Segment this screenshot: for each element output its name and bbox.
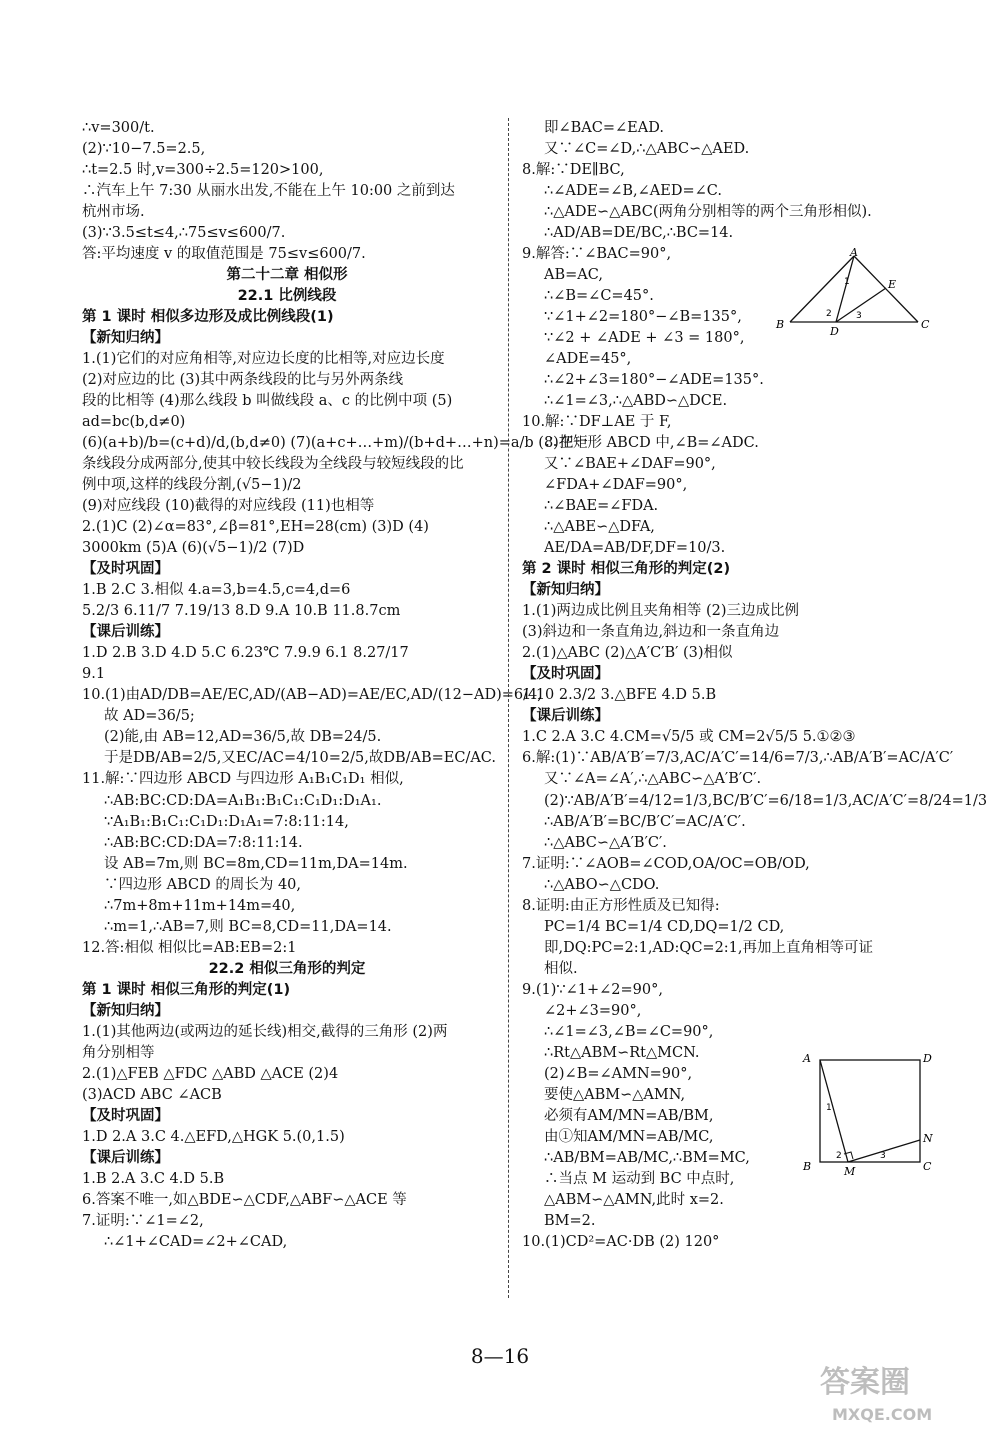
label-angle-1: 1 (826, 1103, 832, 1113)
text-line: ad=bc(b,d≠0) (82, 414, 186, 431)
text-line: (2)能,由 AB=12,AD=36/5,故 DB=24/5. (104, 729, 382, 746)
text-line: ∴△ABE∽△DFA, (544, 519, 655, 536)
text-line: 于是DB/AB=2/5,又EC/AC=4/10=2/5,故DB/AB=EC/AC. (104, 750, 496, 767)
text-line: 设 AB=7m,则 BC=8m,CD=11m,DA=14m. (104, 855, 408, 872)
text-line: ∵∠2 + ∠ADE + ∠3 = 180°, (544, 330, 745, 347)
section-tag: 【新知归纳】 (82, 1002, 169, 1019)
text-line: 6.解:(1)∵AB/A′B′=7/3,AC/A′C′=14/6=7/3,∴AB/A′B′=AC/A′C′ (522, 750, 954, 767)
text-line: ∵∠1+∠2=180°−∠B=135°, (544, 309, 742, 326)
section-tag: 【新知归纳】 (82, 330, 169, 347)
text-line: 杭州市场. (82, 204, 145, 221)
lesson-heading: 第 2 课时 相似三角形的判定(2) (522, 561, 731, 578)
watermark-main: 答案圈 (820, 1365, 910, 1400)
text-line: ∴t=2.5 时,v=300÷2.5=120>100, (82, 162, 324, 179)
text-line: ∴∠ADE=∠B,∠AED=∠C. (544, 183, 722, 200)
text-line: (2)对应边的比 (3)其中两条线段的比与另外两条线 (82, 372, 404, 389)
text-line: 条线段分成两部分,使其中较长线段为全线段与较短线段的比 (82, 456, 464, 473)
text-line: (3)∵3.5≤t≤4,∴75≤v≤600/7. (82, 225, 286, 242)
text-line: ∴m=1,∴AB=7,则 BC=8,CD=11,DA=14. (104, 918, 392, 935)
text-line: PC=1/4 BC=1/4 CD,DQ=1/2 CD, (544, 918, 785, 935)
section-title: 第二十二章 相似形 (226, 267, 348, 284)
text-line: ∴△ABO∽△CDO. (544, 876, 660, 893)
watermark-logo (802, 1350, 972, 1430)
section-title: 22.2 相似三角形的判定 (208, 960, 366, 977)
text-line: 2.(1)△FEB △FDC △ABD △ACE (2)4 (82, 1065, 339, 1082)
text-line: 9.1 (82, 666, 106, 683)
text-line: 8.解:∵DE∥BC, (522, 162, 625, 179)
text-line: BM=2. (544, 1212, 596, 1229)
text-line: 1.10 2.3/2 3.△BFE 4.D 5.B (522, 687, 717, 704)
text-line: ∴△ADE∽△ABC(两角分别相等的两个三角形相似). (544, 204, 872, 221)
text-line: AE/DA=AB/DF,DF=10/3. (544, 540, 726, 557)
text-line: 11.解:∵四边形 ABCD 与四边形 A₁B₁C₁D₁ 相似, (82, 771, 404, 788)
text-line: (2)∵10−7.5=2.5, (82, 141, 206, 158)
text-line: (2)∵AB/A′B′=4/12=1/3,BC/B′C′=6/18=1/3,AC/A′C′=8/24=1/3 (544, 792, 988, 809)
text-line: ∵A₁B₁:B₁C₁:C₁D₁:D₁A₁=7:8:11:14, (104, 813, 349, 830)
text-line: 7.证明:∵∠AOB=∠COD,OA/OC=OB/OD, (522, 855, 810, 872)
section-tag: 【及时巩固】 (82, 561, 169, 578)
text-line: ∴AB/A′B′=BC/B′C′=AC/A′C′. (544, 813, 746, 830)
label-N: N (923, 1132, 933, 1145)
text-line: 又∵∠BAE+∠DAF=90°, (544, 456, 716, 473)
label-M: M (844, 1165, 856, 1178)
lesson-heading: 第 1 课时 相似三角形的判定(1) (82, 981, 291, 998)
section-tag: 【新知归纳】 (522, 582, 609, 599)
square-figure (800, 1048, 940, 1178)
section-tag: 【课后训练】 (82, 624, 169, 641)
text-line: 1.B 2.C 3.相似 4.a=3,b=4.5,c=4,d=6 (82, 582, 351, 599)
text-line: ∴汽车上午 7:30 从丽水出发,不能在上午 10:00 之前到达 (82, 183, 455, 200)
text-line: 相似. (544, 960, 578, 977)
text-line: ∴∠1+∠CAD=∠2+∠CAD, (104, 1233, 288, 1250)
text-line: ∴∠2+∠3=180°−∠ADE=135°. (544, 372, 764, 389)
label-C: C (923, 1160, 932, 1173)
text-line: ∴∠1=∠3,∠B=∠C=90°, (544, 1023, 714, 1040)
text-line: 10.解:∵DF⊥AE 于 F, (522, 414, 672, 431)
label-angle-2: 2 (836, 1151, 842, 1161)
text-line: 8.证明:由正方形性质及已知得: (522, 897, 720, 914)
label-A: A (850, 246, 858, 259)
text-line: ∠2+∠3=90°, (544, 1002, 642, 1019)
label-D: D (830, 325, 839, 338)
label-E: E (888, 278, 897, 291)
text-line: 又∵∠A=∠A′,∴△ABC∽△A′B′C′. (544, 771, 762, 788)
text-line: 2.(1)△ABC (2)△A′C′B′ (3)相似 (522, 645, 733, 662)
text-line: 故 AD=36/5; (104, 708, 195, 725)
text-line: 1.(1)它们的对应角相等,对应边长度的比相等,对应边长度 (82, 351, 445, 368)
text-line: ∴v=300/t. (82, 120, 155, 136)
text-line: (3)斜边和一条直角边,斜边和一条直角边 (522, 624, 780, 641)
text-line: 10.(1)CD²=AC·DB (2) 120° (522, 1233, 720, 1250)
label-C: C (921, 318, 930, 331)
text-line: ∵四边形 ABCD 的周长为 40, (104, 876, 302, 893)
label-B: B (776, 318, 785, 331)
text-line: ∠ADE=45°, (544, 351, 632, 368)
text-line: 2.(1)C (2)∠α=83°,∠β=81°,EH=28(cm) (3)D (4) (82, 519, 429, 536)
text-line: 1.D 2.B 3.D 4.D 5.C 6.23℃ 7.9.9 6.1 8.27/17 (82, 645, 409, 662)
text-line: 1.C 2.A 3.C 4.CM=√5/5 或 CM=2√5/5 5.①②③ (522, 729, 856, 746)
section-tag: 【及时巩固】 (522, 666, 609, 683)
text-line: AB=AC, (544, 267, 603, 284)
triangle-figure (770, 248, 940, 338)
text-line: 要使△ABM∽△AMN, (544, 1086, 686, 1103)
text-line: (3)ACD ABC ∠ACB (82, 1086, 222, 1103)
text-line: 1.B 2.A 3.C 4.D 5.B (82, 1170, 225, 1187)
text-line: 9.(1)∵∠1+∠2=90°, (522, 981, 663, 998)
text-line: 又∵∠C=∠D,∴△ABC∽△AED. (544, 141, 750, 158)
label-A: A (803, 1052, 811, 1065)
label-angle-1: 1 (844, 277, 850, 287)
text-line: ∠FDA+∠DAF=90°, (544, 477, 688, 494)
text-line: ∴△ABC∽△A′B′C′. (544, 834, 667, 851)
text-line: ∴AB/BM=AB/MC,∴BM=MC, (544, 1149, 750, 1166)
column-divider (508, 118, 509, 1298)
text-line: 段的比相等 (4)那么线段 b 叫做线段 a、c 的比例中项 (5) (82, 393, 453, 410)
text-line: 3000km (5)A (6)(√5−1)/2 (7)D (82, 540, 305, 557)
text-line: ∴在矩形 ABCD 中,∠B=∠ADC. (544, 435, 759, 452)
text-line: 角分别相等 (82, 1044, 155, 1061)
text-line: ∴Rt△ABM∽Rt△MCN. (544, 1044, 700, 1061)
text-line: 例中项,这样的线段分割,(√5−1)/2 (82, 477, 302, 494)
text-line: 9.解答:∵∠BAC=90°, (522, 246, 672, 263)
text-line: ∴AB:BC:CD:DA=7:8:11:14. (104, 834, 303, 851)
text-line: 1.D 2.A 3.C 4.△EFD,△HGK 5.(0,1.5) (82, 1128, 345, 1145)
text-line: ∴∠B=∠C=45°. (544, 288, 654, 305)
section-tag: 【课后训练】 (522, 708, 609, 725)
text-line: 即∠BAC=∠EAD. (544, 120, 664, 136)
text-line: (6)(a+b)/b=(c+d)/d,(b,d≠0) (7)(a+c+…+m)/(b+d+…+n)=a/b (8)把一 (82, 435, 588, 452)
watermark-url: MXQE.COM (832, 1405, 933, 1424)
label-angle-2: 2 (826, 309, 832, 319)
text-line: 答:平均速度 v 的取值范围是 75≤v≤600/7. (82, 246, 366, 263)
text-line: △ABM∽△AMN,此时 x=2. (544, 1191, 724, 1208)
text-line: ∴当点 M 运动到 BC 中点时, (544, 1170, 735, 1187)
page-number: 8—16 (470, 1344, 530, 1368)
text-line: (9)对应线段 (10)截得的对应线段 (11)也相等 (82, 498, 375, 515)
text-line: 1.(1)其他两边(或两边的延长线)相交,截得的三角形 (2)两 (82, 1023, 448, 1040)
text-line: ∴∠BAE=∠FDA. (544, 498, 659, 515)
text-line: 由①知AM/MN=AB/MC, (544, 1128, 714, 1145)
text-line: 12.答:相似 相似比=AB:EB=2:1 (82, 939, 297, 956)
label-angle-3: 3 (856, 311, 862, 321)
section-tag: 【课后训练】 (82, 1149, 169, 1166)
text-line: 10.(1)由AD/DB=AE/EC,AD/(AB−AD)=AE/EC,AD/(12−AD)=6/4, (82, 687, 542, 704)
text-line: 7.证明:∵∠1=∠2, (82, 1212, 204, 1229)
text-line: ∴AB:BC:CD:DA=A₁B₁:B₁C₁:C₁D₁:D₁A₁. (104, 792, 382, 809)
text-line: ∴AD/AB=DE/BC,∴BC=14. (544, 225, 734, 242)
text-line: 即,DQ:PC=2:1,AD:QC=2:1,再加上直角相等可证 (544, 939, 874, 956)
section-tag: 【及时巩固】 (82, 1107, 169, 1124)
text-line: ∴∠1=∠3,∴△ABD∽△DCE. (544, 393, 728, 410)
label-D: D (923, 1052, 932, 1065)
label-angle-3: 3 (880, 1151, 886, 1161)
text-line: 5.2/3 6.11/7 7.19/13 8.D 9.A 10.B 11.8.7cm (82, 603, 401, 620)
text-line: (2)∠B=∠AMN=90°, (544, 1065, 693, 1082)
section-title: 22.1 比例线段 (237, 288, 337, 305)
text-line: 6.答案不唯一,如△BDE∽△CDF,△ABF∽△ACE 等 (82, 1191, 407, 1208)
text-line: ∴7m+8m+11m+14m=40, (104, 897, 296, 914)
text-line: 必须有AM/MN=AB/BM, (544, 1107, 714, 1124)
lesson-heading: 第 1 课时 相似多边形及成比例线段(1) (82, 309, 334, 326)
label-B: B (803, 1160, 812, 1173)
text-line: 1.(1)两边成比例且夹角相等 (2)三边成比例 (522, 603, 800, 620)
